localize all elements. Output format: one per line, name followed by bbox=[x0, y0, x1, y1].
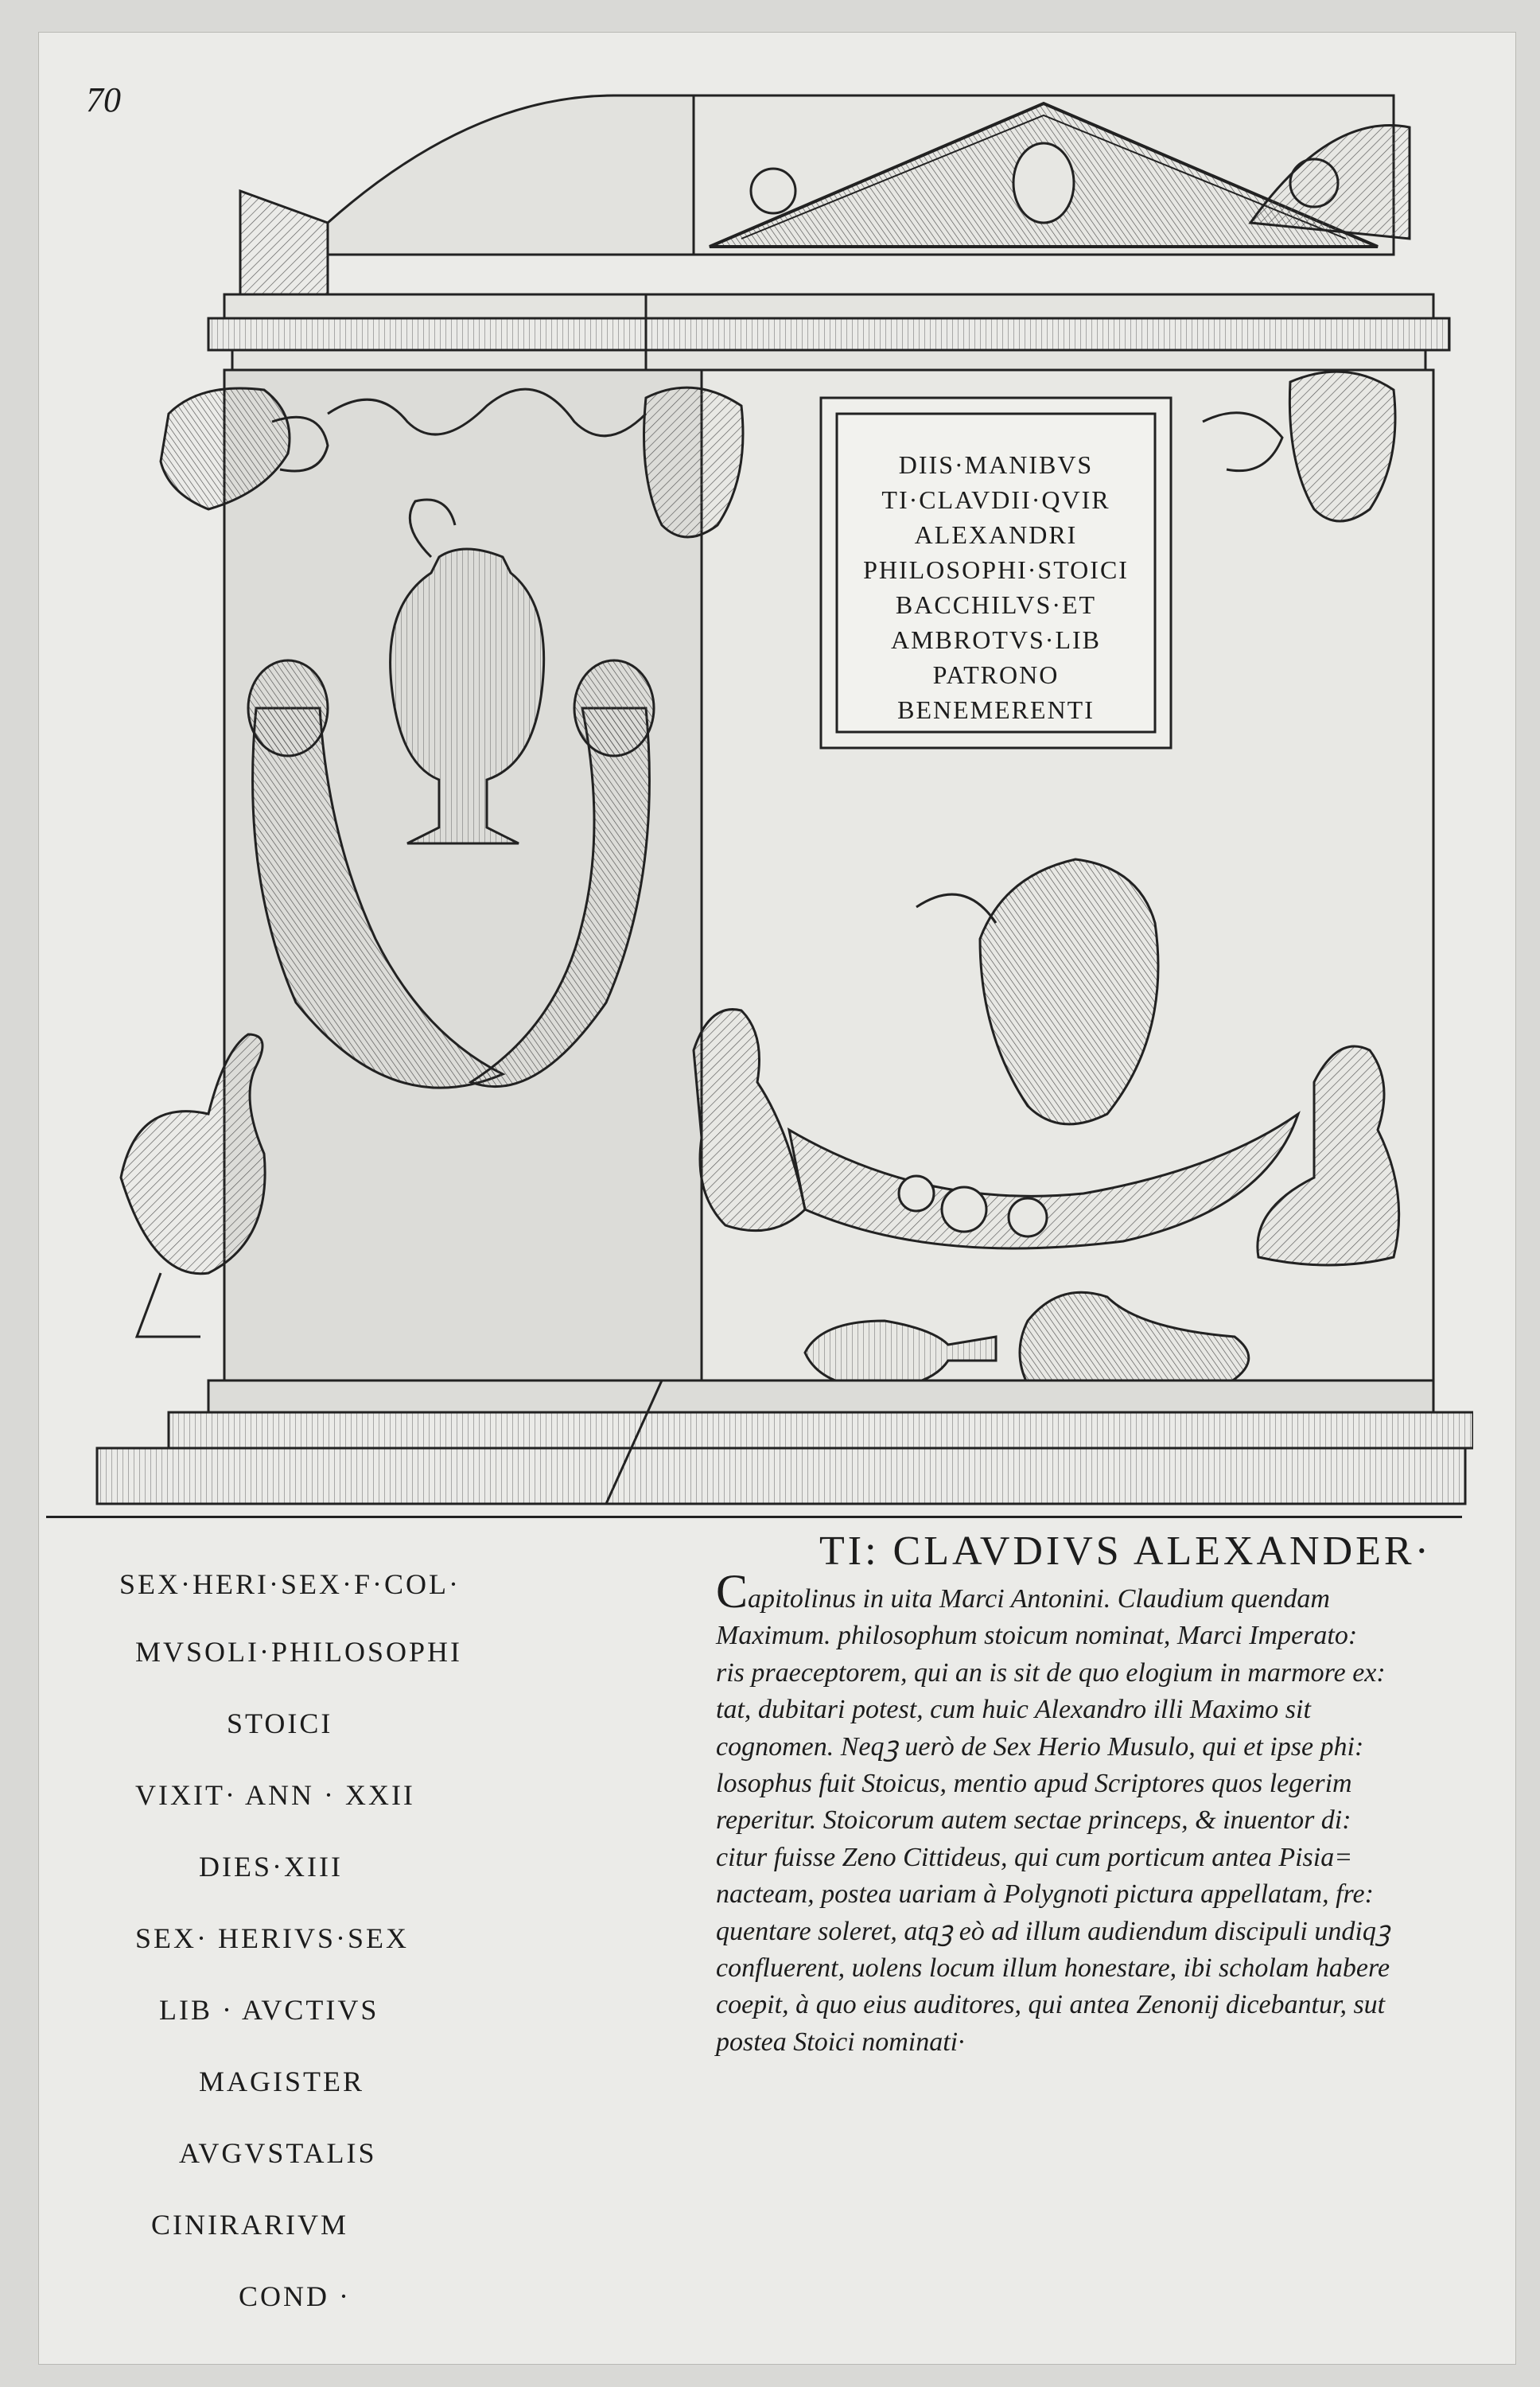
altar-line: BACCHILVS·ET bbox=[895, 590, 1097, 619]
altar-cornice bbox=[208, 294, 1449, 370]
altar-line: AMBROTVS·LIB bbox=[890, 625, 1102, 654]
inscription-line: CINIRARIVM bbox=[151, 2209, 349, 2241]
commentary-line: cognomen. Neqꝫ uerò de Sex Herio Musulo, qui et ipse phi: bbox=[716, 1731, 1364, 1762]
inscription-line: AVGVSTALIS bbox=[179, 2137, 377, 2169]
inscription-line: MAGISTER bbox=[199, 2066, 365, 2097]
inscription-line: MVSOLI·PHILOSOPHI bbox=[135, 1636, 463, 1668]
inscription-line: STOICI bbox=[227, 1708, 333, 1739]
altar-line: DIIS·MANIBVS bbox=[898, 450, 1094, 479]
altar-line: PATRONO bbox=[932, 660, 1060, 689]
commentary-line: ris praeceptorem, qui an is sit de quo elogium in marmore ex: bbox=[716, 1657, 1386, 1688]
altar-engraving bbox=[89, 80, 1473, 1512]
altar-pediment bbox=[240, 95, 1410, 302]
altar-line: ALEXANDRI bbox=[914, 520, 1078, 549]
dropcap: C bbox=[716, 1565, 749, 1618]
inscription-line: DIES·XIII bbox=[199, 1851, 343, 1883]
commentary-line: confluerent, uolens locum illum honestare, ibi scholam habere bbox=[716, 1953, 1390, 1984]
commentary-line: postea Stoici nominati· bbox=[716, 2027, 965, 2057]
commentary-line: Capitolinus in uita Marci Antonini. Claudium quendam bbox=[716, 1565, 1330, 1618]
commentary-title: TI: CLAVDIVS ALEXANDER· bbox=[819, 1528, 1432, 1574]
inscription-line: VIXIT· ANN · XXII bbox=[135, 1779, 415, 1811]
commentary-line: quentare soleret, atqꝫ eò ad illum audiendum discipuli undiqꝫ bbox=[716, 1916, 1390, 1946]
commentary-line: losophus fuit Stoicus, mentio apud Scriptores quos legerim bbox=[716, 1769, 1352, 1799]
altar-line: BENEMERENTI bbox=[897, 695, 1095, 724]
commentary-line: Maximum. philosophum stoicum nominat, Marci Imperato: bbox=[716, 1621, 1358, 1651]
commentary-line: reperitur. Stoicorum autem sectae princeps, & inuentor di: bbox=[716, 1805, 1351, 1836]
commentary-body bbox=[716, 1565, 1519, 2061]
commentary-line: tat, dubitari potest, cum huic Alexandro illi Maximo sit bbox=[716, 1695, 1311, 1725]
altar-base bbox=[97, 1380, 1473, 1504]
section-divider bbox=[46, 1516, 1462, 1518]
inscription-line: LIB · AVCTIVS bbox=[159, 1994, 379, 2026]
lower-section bbox=[48, 1520, 1456, 2315]
altar-line: PHILOSOPHI·STOICI bbox=[863, 555, 1129, 584]
altar-line: TI·CLAVDII·QVIR bbox=[881, 485, 1110, 514]
page-number: 70 bbox=[86, 80, 121, 119]
inscription-line: COND · bbox=[239, 2280, 351, 2312]
commentary-line: coepit, à quo eius auditores, qui antea Zenonij dicebantur, sut bbox=[716, 1990, 1386, 2020]
commentary-line: citur fuisse Zeno Cittideus, qui cum porticum antea Pisia= bbox=[716, 1842, 1353, 1872]
inscription-line: SEX·HERI·SEX·F·COL· bbox=[119, 1568, 461, 1600]
inscription-line: SEX· HERIVS·SEX bbox=[135, 1922, 410, 1954]
commentary-line: nacteam, postea uariam à Polygnoti pictura appellatam, fre: bbox=[716, 1879, 1374, 1910]
